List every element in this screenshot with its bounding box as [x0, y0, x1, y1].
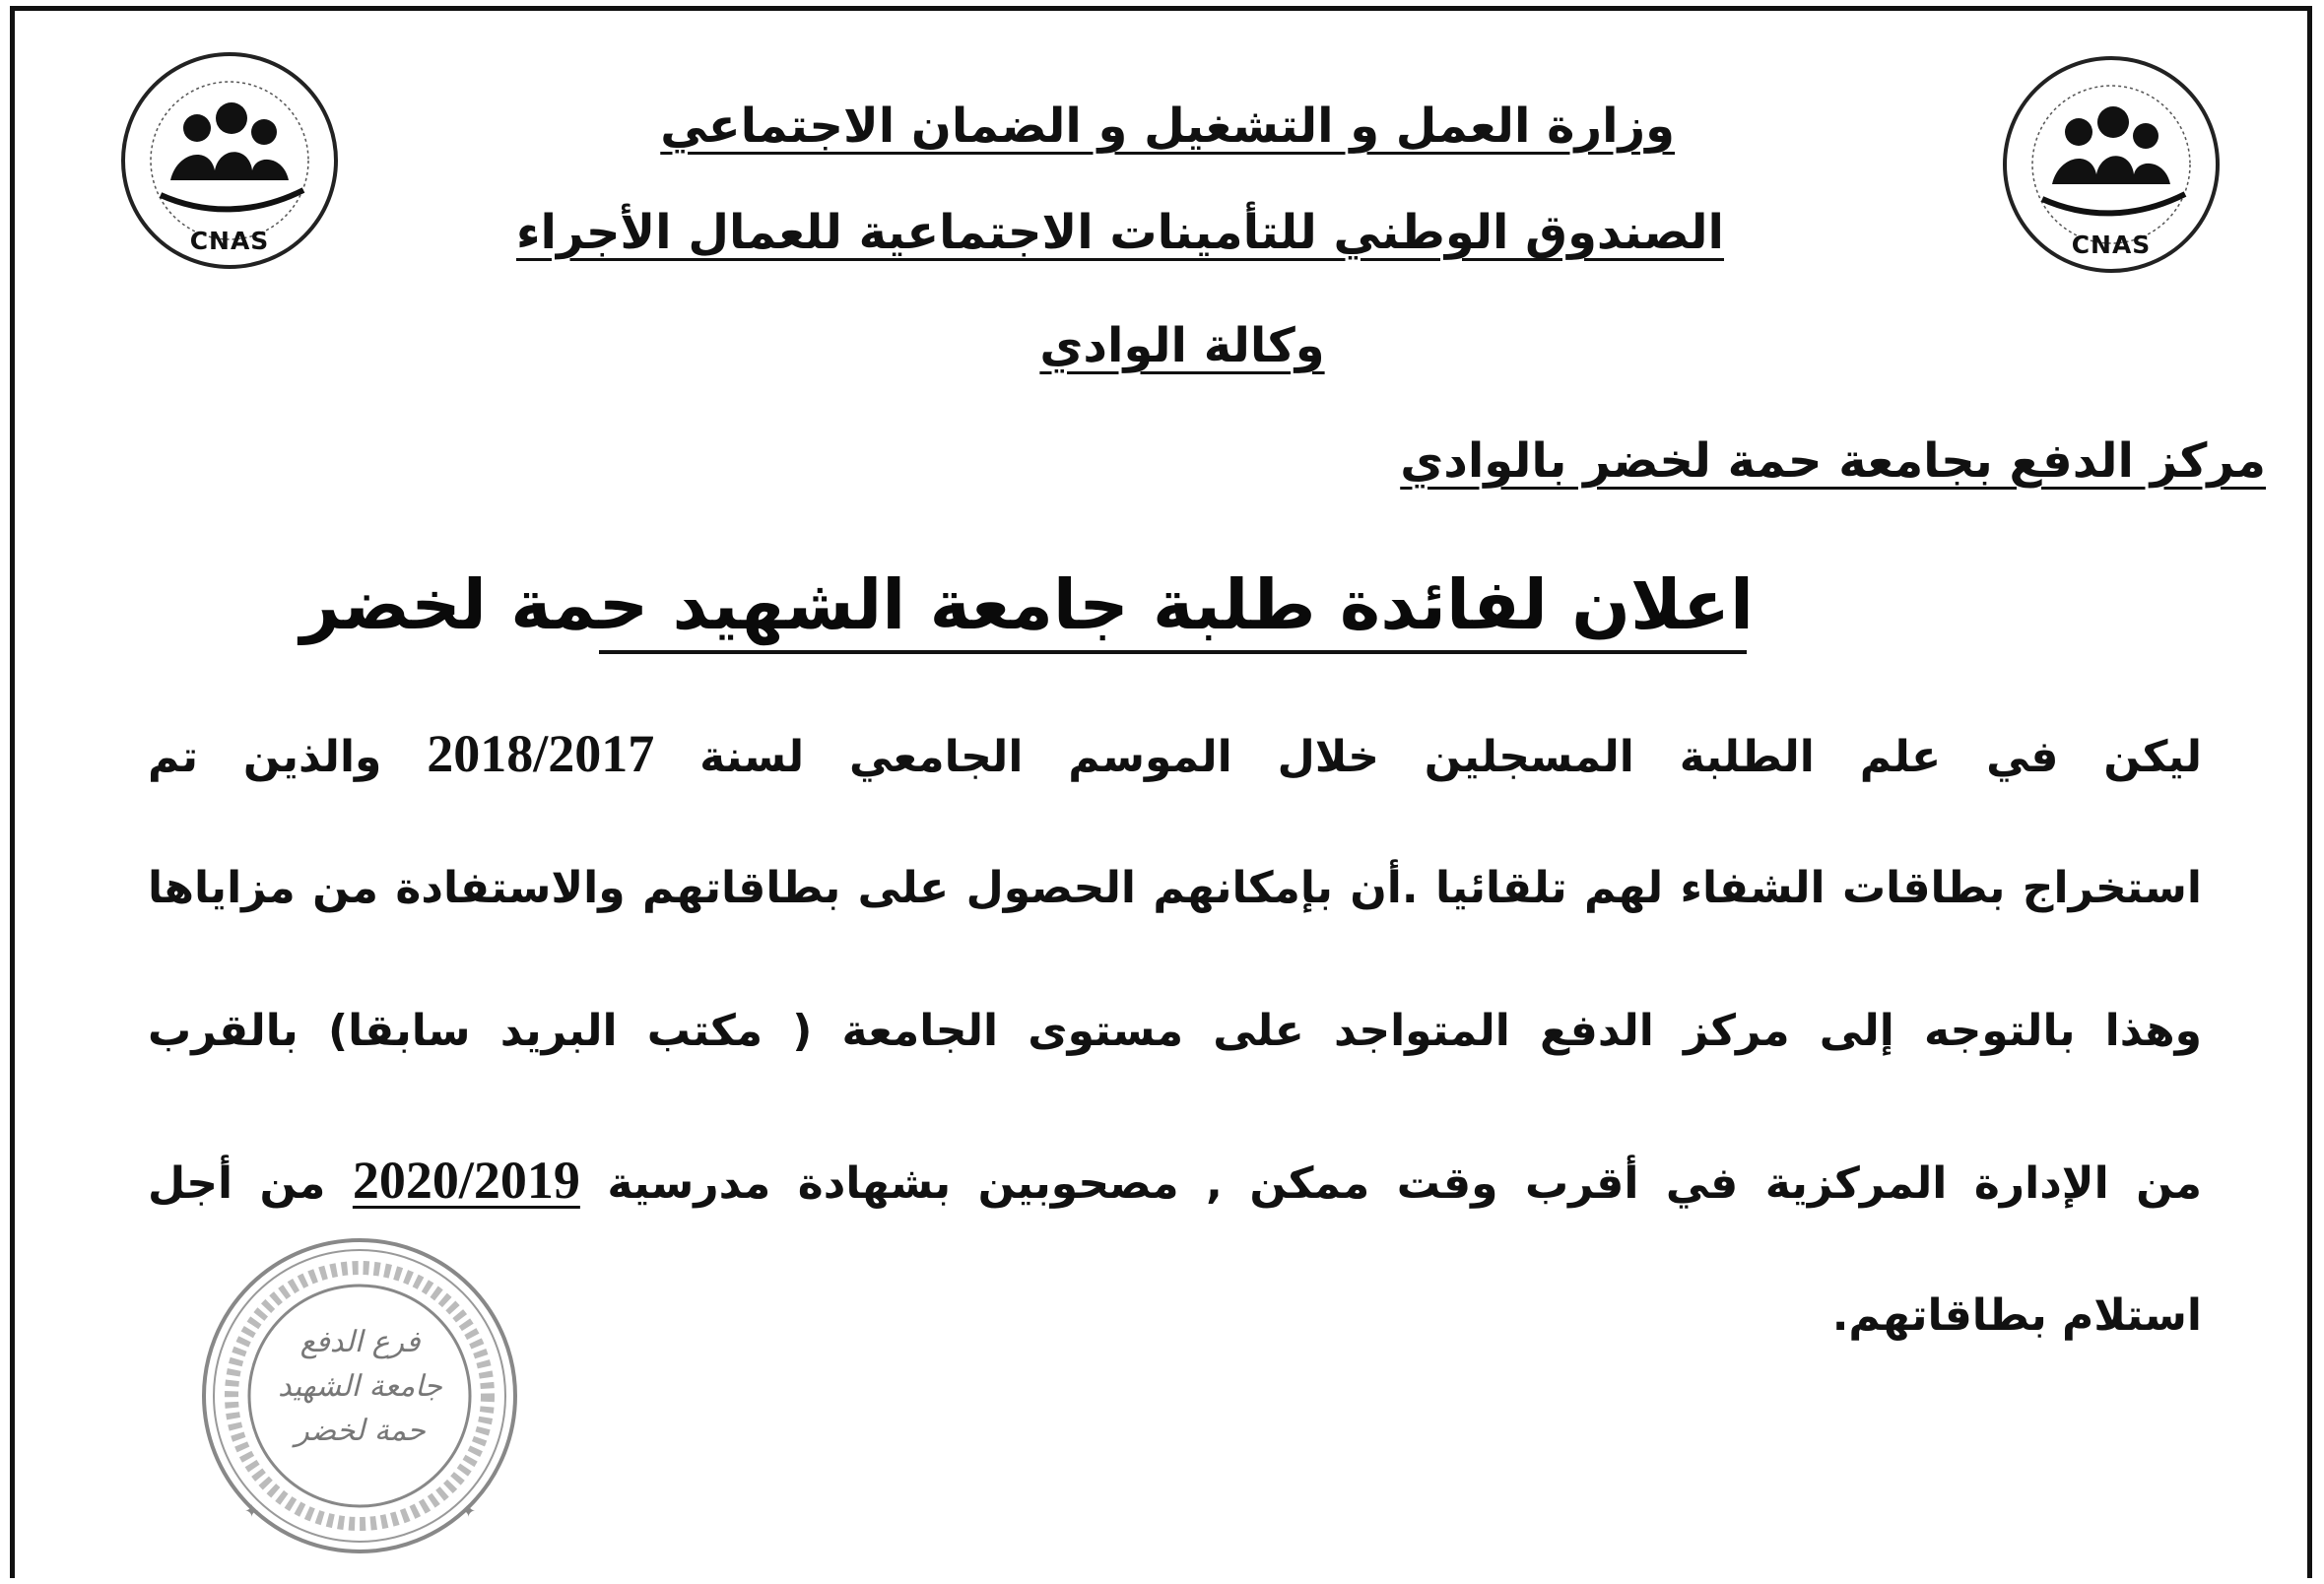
stamp-line-3: حمة لخضر	[295, 1414, 426, 1448]
body-line-3	[148, 1006, 2202, 1058]
announcement-title: اعلان لفائدة طلبة جامعة الشهيد حمة لخضر	[299, 564, 1754, 645]
body-line-1	[148, 722, 2202, 786]
svg-text:✦: ✦	[244, 1501, 260, 1522]
agency-heading: وكالة الوادي	[1039, 318, 1325, 373]
body-line-2	[148, 863, 2202, 915]
logo-label: CNAS	[2071, 231, 2152, 259]
payment-center-heading: مركز الدفع بجامعة حمة لخضر بالوادي	[1400, 433, 2266, 489]
logo-label: CNAS	[189, 227, 270, 255]
academic-year: 2018/2017	[427, 724, 655, 783]
body-text: وهذا بالتوجه إلى مركز الدفع المتواجد على مستوى الجامعة ( مكتب البريد سابقا) بالقرب	[148, 1006, 2202, 1056]
certificate-year: 2020/2019	[352, 1151, 580, 1210]
body-text: من أجل	[148, 1158, 326, 1209]
cnas-logo-left	[116, 47, 343, 274]
stamp-line-2: جامعة الشهيد	[278, 1369, 442, 1404]
official-stamp	[195, 1231, 525, 1561]
body-text: استخراج بطاقات الشفاء لهم تلقائيا .أن بإمكانهم الحصول على بطاقاتهم والاستفادة من مزاياها	[148, 863, 2202, 913]
stamp-line-1: فرع الدفع	[299, 1325, 421, 1359]
body-text: والذين تم	[148, 732, 382, 782]
body-text: استلام بطاقاتهم.	[1831, 1290, 2202, 1341]
cnas-logo-right	[1998, 51, 2224, 278]
svg-text:✦: ✦	[461, 1501, 477, 1522]
ministry-heading: وزارة العمل و التشغيل و الضمان الاجتماعي	[660, 99, 1675, 154]
announcement-underline	[599, 650, 1747, 654]
body-line-5	[1832, 1290, 2202, 1343]
body-text: من الإدارة المركزية في أقرب وقت ممكن , مصحوبين بشهادة مدرسية	[607, 1158, 2202, 1209]
body-text: ليكن في علم الطلبة المسجلين خلال الموسم الجامعي لسنة	[699, 732, 2202, 782]
fund-heading: الصندوق الوطني للتأمينات الاجتماعية للعمال الأجراء	[515, 205, 1724, 260]
body-line-4	[148, 1149, 2202, 1213]
